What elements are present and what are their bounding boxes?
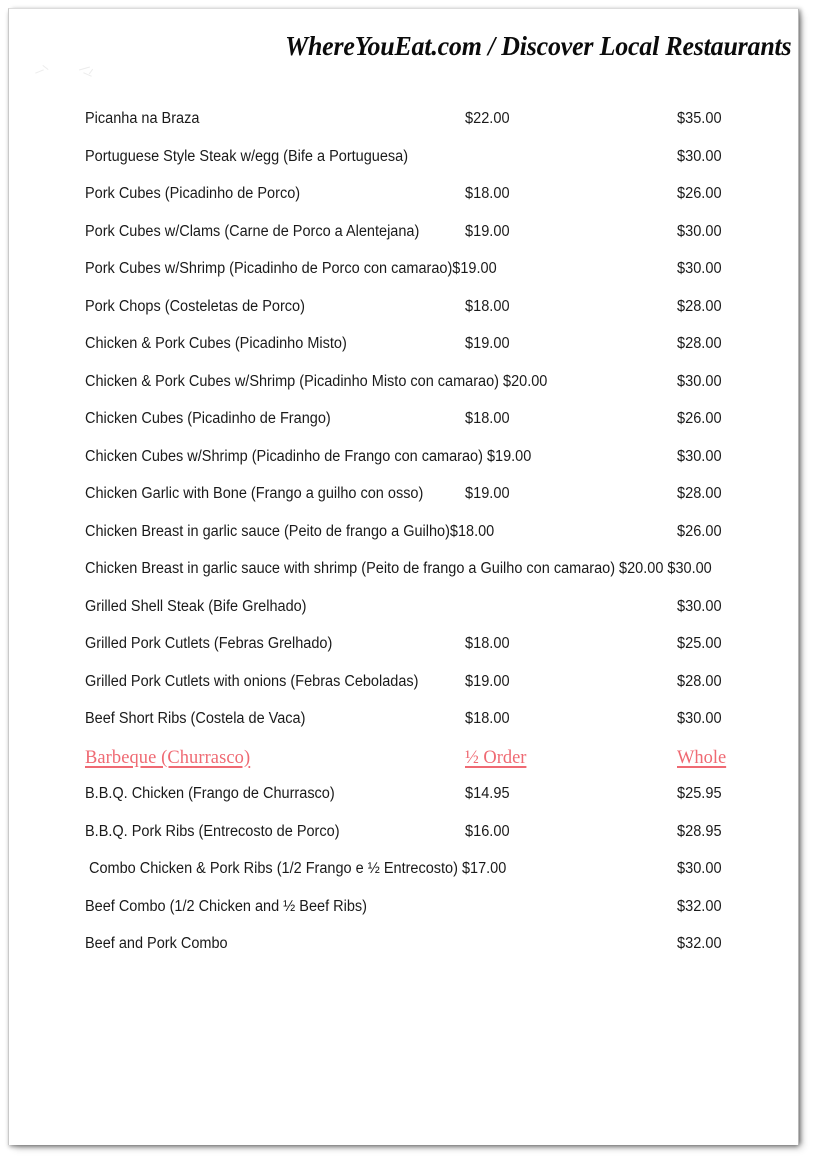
- menu-item-price-half: $18.00: [465, 185, 510, 202]
- menu-item-price-whole: $30.00: [677, 372, 722, 390]
- menu-item-row: [85, 522, 785, 560]
- menu-item-name: Portuguese Style Steak w/egg (Bife a Portuguesa): [85, 147, 409, 165]
- menu-item-name: Beef and Pork Combo: [85, 935, 228, 952]
- menu-item-name: Beef Combo (1/2 Chicken and ½ Beef Ribs): [85, 897, 367, 915]
- menu-item-name: Grilled Shell Steak (Bife Grelhado): [85, 597, 307, 615]
- menu-item-row: [85, 184, 785, 222]
- menu-item-name: B.B.Q. Pork Ribs (Entrecosto de Porco): [85, 822, 340, 840]
- menu-item-price-whole: $26.00: [677, 522, 722, 540]
- menu-item-price-whole: $26.00: [677, 185, 722, 202]
- menu-item-price-whole: $30.00: [677, 597, 722, 615]
- menu-item-price-whole: $32.00: [677, 897, 722, 915]
- menu-item-price-half: $18.00: [465, 297, 510, 315]
- menu-item-row: [85, 859, 785, 897]
- scan-artifact-smudge: [31, 65, 151, 87]
- menu-item-price-half: $19.00: [465, 485, 510, 502]
- menu-item-row: [85, 934, 785, 972]
- menu-item-row: [85, 222, 785, 260]
- menu-item-row: [85, 597, 785, 635]
- menu-item-price-half: $16.00: [465, 822, 510, 840]
- menu-item-row: [85, 897, 785, 935]
- menu-item-price-whole: $28.00: [677, 335, 722, 352]
- menu-item-price-whole: $30.00: [677, 260, 722, 277]
- menu-item-price-whole: $30.00: [677, 860, 722, 877]
- menu-item-price-half: $18.00: [465, 410, 510, 427]
- menu-item-row: [85, 559, 785, 597]
- menu-item-price-whole: $28.00: [677, 672, 722, 690]
- menu-item-row: [85, 709, 785, 747]
- menu-item-name: Chicken & Pork Cubes w/Shrimp (Picadinho Misto con camarao) $20.00: [85, 372, 548, 390]
- menu-item-row: [85, 822, 785, 860]
- menu-item-name: Chicken Cubes (Picadinho de Frango): [85, 410, 331, 427]
- menu-item-price-whole: $30.00: [677, 222, 722, 240]
- menu-section-heading-row: [85, 747, 785, 785]
- menu-item-name: Chicken Breast in garlic sauce with shrimp (Peito de frango a Guilho con camarao) $20.00 $30.00: [85, 560, 712, 577]
- menu-item-name: Chicken Cubes w/Shrimp (Picadinho de Frango con camarao) $19.00: [85, 447, 532, 465]
- menu-item-row: [85, 634, 785, 672]
- menu-item-price-half: $14.95: [465, 785, 510, 802]
- menu-item-price-whole: $30.00: [677, 710, 722, 727]
- menu-item-list: [85, 109, 785, 972]
- menu-item-name: Grilled Pork Cutlets (Febras Grelhado): [85, 635, 333, 652]
- menu-item-name: Grilled Pork Cutlets with onions (Febras Ceboladas): [85, 672, 419, 690]
- menu-item-price-half: $19.00: [465, 672, 510, 690]
- menu-item-row: [85, 784, 785, 822]
- menu-item-price-whole: $32.00: [677, 935, 722, 952]
- menu-item-name: Chicken & Pork Cubes (Picadinho Misto): [85, 335, 347, 352]
- menu-item-price-half: $19.00: [465, 335, 510, 352]
- menu-item-row: [85, 147, 785, 185]
- column-header-half-order: ½ Order: [465, 746, 527, 768]
- menu-item-price-whole: $28.95: [677, 822, 722, 840]
- menu-item-price-whole: $25.00: [677, 635, 722, 652]
- column-header-whole: Whole: [677, 746, 727, 768]
- menu-paper: [8, 8, 799, 1145]
- menu-item-price-half: $19.00: [465, 222, 510, 240]
- menu-item-row: [85, 109, 785, 147]
- menu-item-price-half: $22.00: [465, 110, 510, 127]
- menu-item-name: Combo Chicken & Pork Ribs (1/2 Frango e ½ Entrecosto) $17.00: [85, 860, 507, 877]
- menu-item-name: Picanha na Braza: [85, 110, 200, 127]
- menu-item-name: Chicken Breast in garlic sauce (Peito de frango a Guilho)$18.00: [85, 522, 495, 540]
- menu-item-price-whole: $35.00: [677, 110, 722, 127]
- menu-item-row: [85, 372, 785, 410]
- menu-item-price-whole: $30.00: [677, 447, 722, 465]
- menu-item-name: Pork Chops (Costeletas de Porco): [85, 297, 305, 315]
- menu-item-row: [85, 409, 785, 447]
- menu-item-price-half: $18.00: [465, 635, 510, 652]
- menu-item-price-whole: $25.95: [677, 785, 722, 802]
- menu-item-price-whole: $28.00: [677, 485, 722, 502]
- menu-item-name: B.B.Q. Chicken (Frango de Churrasco): [85, 785, 335, 802]
- menu-item-name: Chicken Garlic with Bone (Frango a guilho con osso): [85, 485, 424, 502]
- menu-item-name: Pork Cubes w/Shrimp (Picadinho de Porco con camarao)$19.00: [85, 260, 497, 277]
- menu-item-row: [85, 297, 785, 335]
- menu-item-row: [85, 334, 785, 372]
- site-branding-header: WhereYouEat.com / Discover Local Restaurants: [284, 31, 791, 61]
- menu-item-price-whole: $30.00: [677, 147, 722, 165]
- menu-item-row: [85, 672, 785, 710]
- section-heading-label: Barbeque (Churrasco): [85, 746, 251, 768]
- menu-item-name: Beef Short Ribs (Costela de Vaca): [85, 710, 306, 727]
- menu-item-row: [85, 259, 785, 297]
- menu-item-row: [85, 447, 785, 485]
- menu-item-price-whole: $26.00: [677, 410, 722, 427]
- menu-item-row: [85, 484, 785, 522]
- menu-item-name: Pork Cubes (Picadinho de Porco): [85, 185, 301, 202]
- menu-item-name: Pork Cubes w/Clams (Carne de Porco a Alentejana): [85, 222, 420, 240]
- menu-item-price-whole: $28.00: [677, 297, 722, 315]
- menu-item-price-half: $18.00: [465, 710, 510, 727]
